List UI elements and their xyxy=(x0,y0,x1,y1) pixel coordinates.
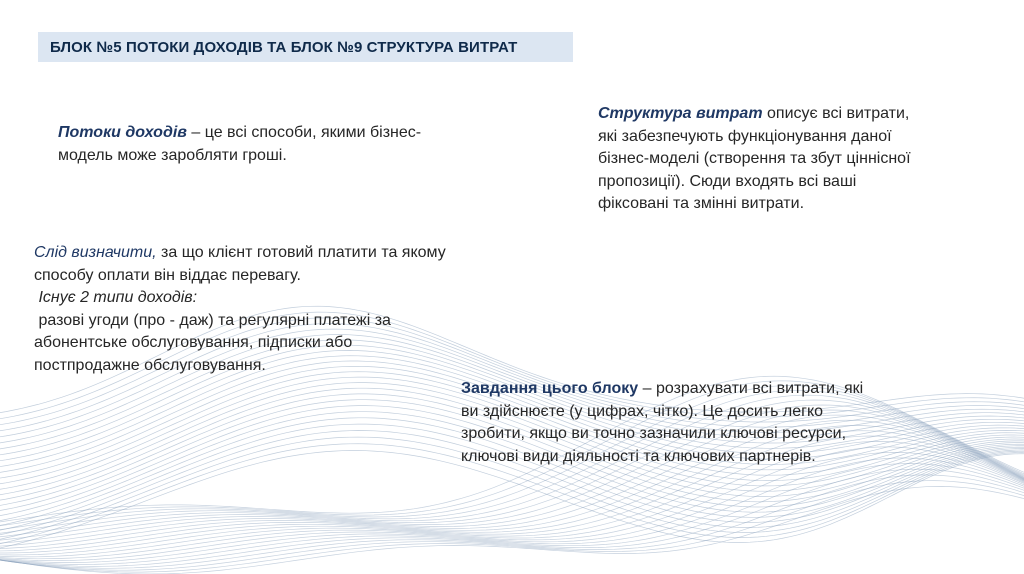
task-line1: – розрахувати всі витрати, які xyxy=(638,380,864,397)
note-text xyxy=(34,242,534,377)
task-line3: зробити, якщо ви точно зазначили ключові ресурси, xyxy=(461,425,847,442)
task-line4: ключові види діяльності та ключових партнерів. xyxy=(461,447,816,465)
cost-line3: бізнес-моделі (створення та збут ціннісної xyxy=(598,150,911,167)
slide-title: БЛОК №5 ПОТОКИ ДОХОДІВ ТА БЛОК №9 СТРУКТУРА ВИТРАТ xyxy=(50,38,518,56)
revenue-line2: модель може заробляти гроші. xyxy=(58,146,287,164)
note-line2: способу оплати він віддає перевагу. xyxy=(34,266,301,284)
note-line6: постпродажне обслуговування. xyxy=(34,356,266,374)
cost-term: Структура витрат xyxy=(598,105,763,122)
revenue-line1: – це всі способи, якими бізнес- xyxy=(186,124,422,141)
cost-line1: описує всі витрати, xyxy=(762,105,910,122)
task-text xyxy=(461,378,961,468)
cost-line2: які забезпечують функціонування даної xyxy=(598,127,892,145)
title-bar xyxy=(38,32,573,62)
note-line5: абонентське обслуговування, підписки або xyxy=(34,334,353,351)
task-line2: ви здійснюєте (у цифрах, чітко). Це досить легко xyxy=(461,402,824,420)
note-line1: за що клієнт готовий платити та якому xyxy=(156,244,446,261)
note-lead: Слід визначити, xyxy=(34,244,157,261)
cost-line5: фіксовані та змінні витрати. xyxy=(598,195,805,212)
cost-structure-text xyxy=(598,103,988,216)
revenue-term: Потоки доходів xyxy=(58,124,187,141)
note-line3: Існує 2 типи доходів: xyxy=(34,289,198,306)
revenue-streams-text xyxy=(58,122,518,167)
cost-line4: пропозиції). Сюди входять всі ваші xyxy=(598,172,857,190)
task-term: Завдання цього блоку xyxy=(461,380,639,397)
wave-line xyxy=(0,475,1024,570)
note-line4: разові угоди (про - даж) та регулярні платежі за xyxy=(34,311,391,329)
